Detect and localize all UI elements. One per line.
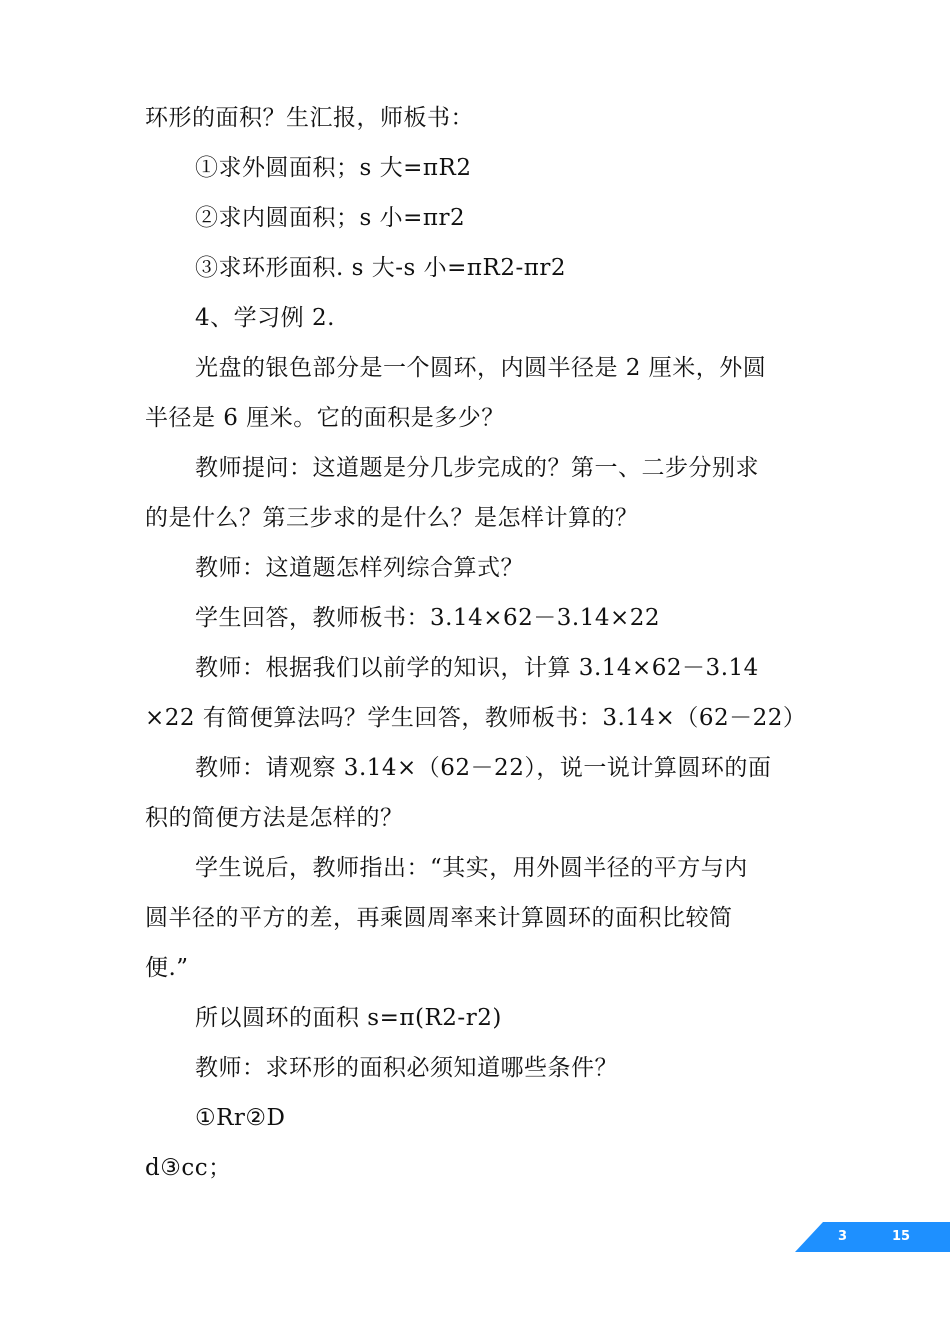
text-line-15: 积的简便方法是怎样的？ (145, 805, 404, 831)
text-line-20: 教师：求环形的面积必须知道哪些条件？ (195, 1055, 618, 1081)
text-line-11: 学生回答，教师板书：3.14×62－3.14×22 (195, 605, 660, 631)
text-line-3: ②求内圆面积；s 小=πr2 (195, 205, 466, 231)
page-total: 15 (892, 1229, 911, 1244)
page-footer-bar (795, 1222, 950, 1252)
text-line-22: d③cc； (145, 1155, 232, 1181)
text-line-7: 半径是 6 厘米。它的面积是多少？ (145, 405, 505, 431)
text-line-1: 环形的面积？生汇报，师板书： (145, 105, 474, 131)
text-line-10: 教师：这道题怎样列综合算式？ (195, 555, 524, 581)
text-line-18: 便.” (145, 955, 189, 981)
text-line-6: 光盘的银色部分是一个圆环，内圆半径是 2 厘米，外圆 (195, 355, 767, 381)
text-line-2: ①求外圆面积；s 大=πR2 (195, 155, 472, 181)
text-line-19: 所以圆环的面积 s=π(R2-r2) (195, 1005, 502, 1031)
text-line-21: ①Rr②D (195, 1105, 286, 1131)
text-line-5: 4、学习例 2. (195, 305, 335, 331)
text-line-9: 的是什么？第三步求的是什么？是怎样计算的？ (145, 505, 639, 531)
text-line-4: ③求环形面积. s 大-s 小=πR2-πr2 (195, 255, 566, 281)
text-line-13: ×22 有简便算法吗？学生回答，教师板书：3.14×（62－22） (145, 705, 807, 731)
text-line-16: 学生说后，教师指出：“其实，用外圆半径的平方与内 (195, 855, 748, 881)
text-line-17: 圆半径的平方的差，再乘圆周率来计算圆环的面积比较简 (145, 905, 733, 931)
text-line-12: 教师：根据我们以前学的知识，计算 3.14×62－3.14 (195, 655, 759, 681)
text-line-14: 教师：请观察 3.14×（62－22），说一说计算圆环的面 (195, 755, 772, 781)
text-line-8: 教师提问：这道题是分几步完成的？第一、二步分别求 (195, 455, 759, 481)
page-number: 3 (838, 1229, 848, 1244)
